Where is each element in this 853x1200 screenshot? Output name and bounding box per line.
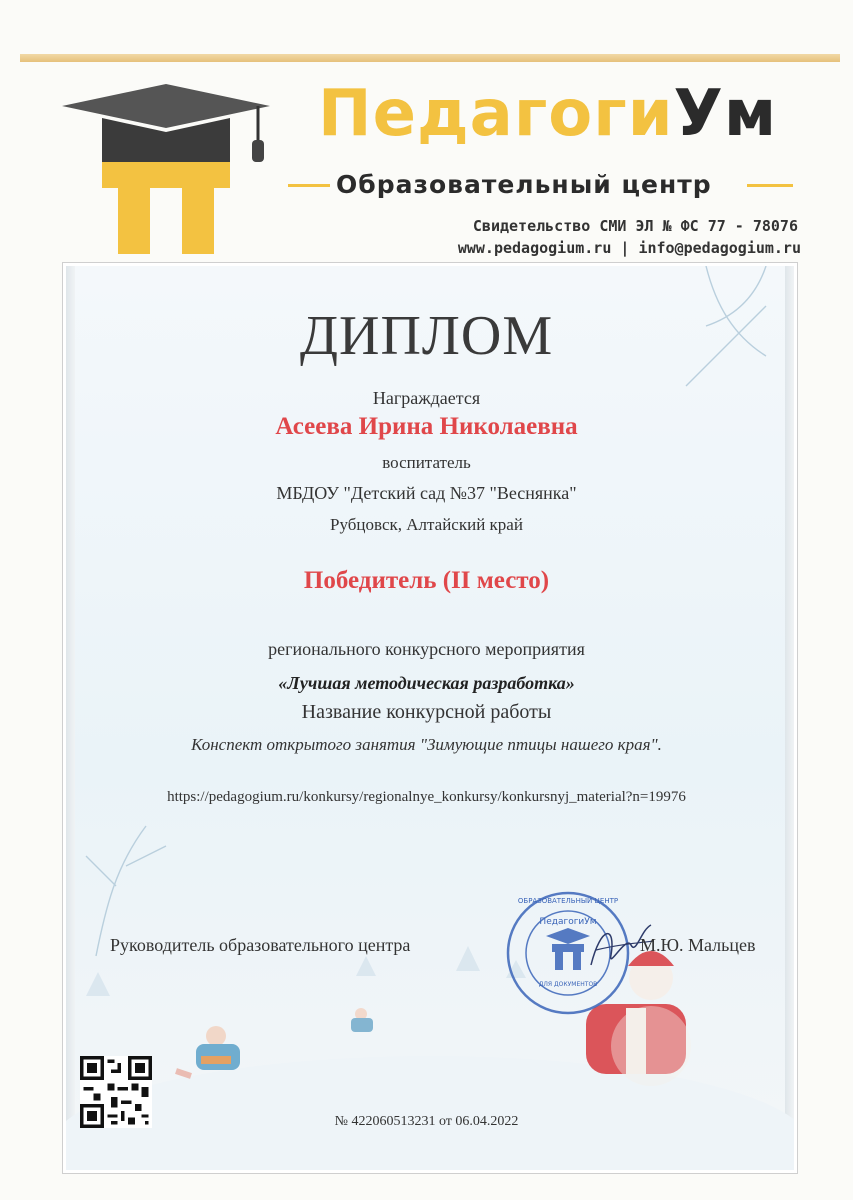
signer-role: Руководитель образовательного центра — [110, 935, 411, 955]
recipient-city: Рубцовск, Алтайский край — [330, 515, 523, 534]
stamp-ring-top: ОБРАЗОВАТЕЛЬНЫЙ ЦЕНТР — [517, 897, 619, 905]
small-skater-figure — [351, 1008, 373, 1032]
brand-subtitle: Образовательный центр — [336, 170, 712, 199]
stamp-ring-bottom: ДЛЯ ДОКУМЕНТОВ — [538, 981, 598, 988]
subtitle-line-left — [288, 184, 330, 187]
top-decorative-stripe — [20, 54, 840, 62]
contacts: www.pedagogium.ru | info@pedagogium.ru — [457, 239, 801, 257]
graduation-cap-logo-icon — [60, 84, 272, 254]
stamp-center-text: ПедагогиУм — [539, 917, 597, 927]
contest-name: «Лучшая методическая разработка» — [278, 673, 575, 693]
signer-name: М.Ю. Мальцев — [640, 935, 756, 955]
work-label: Название конкурсной работы — [301, 701, 552, 723]
brand-name — [318, 74, 777, 154]
material-url[interactable]: https://pedagogium.ru/konkursy/regionalnye_konkursy/konkursnyj_material?n=19976 — [167, 789, 686, 805]
awarded-label: Награждается — [372, 388, 481, 408]
recipient-name: Асеева Ирина Николаевна — [275, 413, 578, 440]
recipient-position: воспитатель — [382, 453, 471, 472]
document-number: № 422060513231 от 06.04.2022 — [334, 1114, 519, 1129]
skater-figure — [176, 1026, 240, 1076]
brand-part1: Педагоги — [318, 77, 674, 151]
event-type: регионального конкурсного мероприятия — [268, 639, 585, 659]
recipient-organization: МБДОУ "Детский сад №37 "Веснянка" — [276, 483, 577, 503]
media-registration: Свидетельство СМИ ЭЛ № ФС 77 - 78076 — [472, 217, 798, 235]
subtitle-line-right — [747, 184, 793, 187]
brand-part2: Ум — [673, 77, 778, 151]
diploma-title: ДИПЛОМ — [299, 305, 554, 367]
award-place: Победитель (II место) — [303, 567, 550, 594]
work-title: Конспект открытого занятия "Зимующие птицы нашего края". — [191, 735, 662, 754]
brand-subtitle-row — [288, 170, 793, 200]
